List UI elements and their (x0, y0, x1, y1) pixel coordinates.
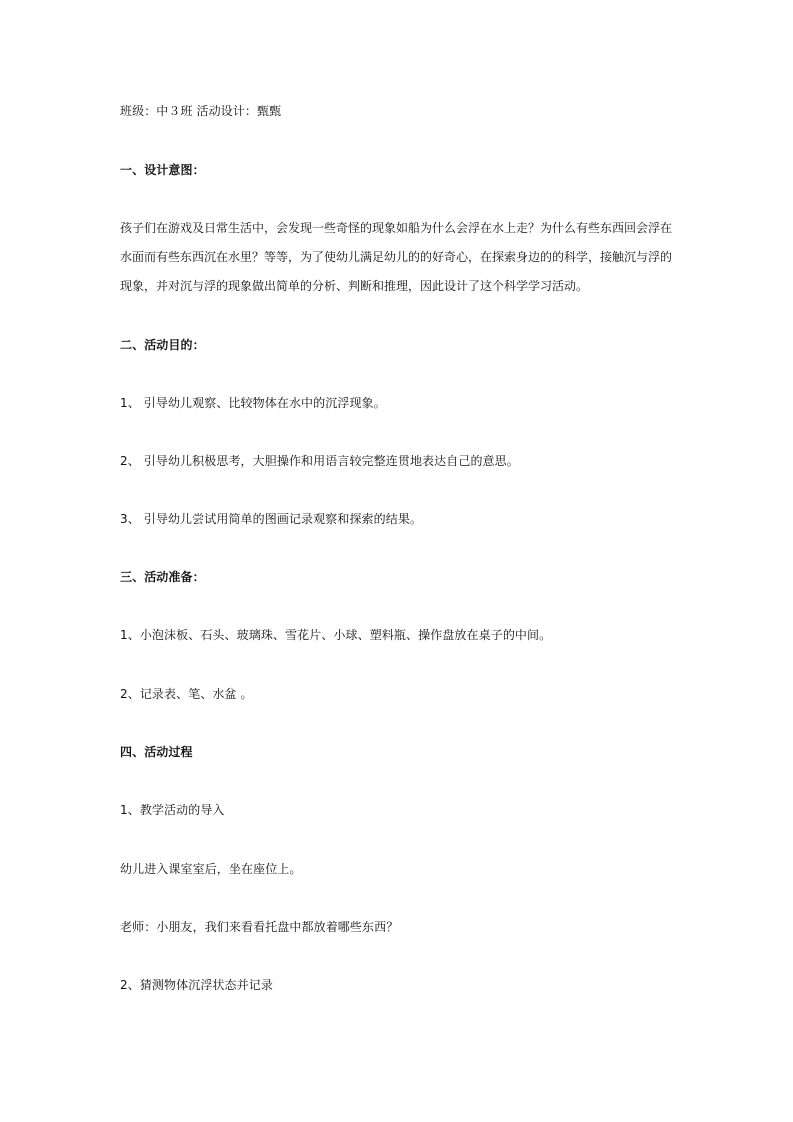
design-intent-line-1: 孩子们在游戏及日常生活中，会发现一些奇怪的现象如船为什么会浮在水上走？为什么有些东西回会浮在 (120, 221, 673, 235)
process-line-3: 老师：小朋友，我们来看看托盘中都放着哪些东西？ (120, 920, 399, 934)
goals-heading: 二、活动目的： (120, 338, 205, 352)
class-info: 班级：中３班 活动设计：甄甄 (120, 104, 282, 118)
goal-item-2: 2、 引导幼儿积极思考，大胆操作和用语言较完整连贯地表达自己的意思。 (120, 454, 519, 468)
design-intent-line-2: 水面而有些东西沉在水里？等等，为了使幼儿满足幼儿的的好奇心，在探索身边的的科学，接触沉与浮的 (120, 250, 673, 264)
goal-item-1: 1、 引导幼儿观察、比较物体在水中的沉浮现象。 (120, 396, 386, 410)
preparation-item-2: 2、记录表、笔、水盆 。 (120, 687, 253, 701)
preparation-item-1: 1、小泡沫板、石头、玻璃珠、雪花片、小球、塑料瓶、操作盘放在桌子的中间。 (120, 628, 552, 642)
design-intent-heading: 一、设计意图： (120, 163, 205, 177)
process-heading: 四、活动过程 (120, 745, 193, 759)
goal-item-3: 3、 引导幼儿尝试用简单的图画记录观察和探索的结果。 (120, 512, 423, 526)
process-line-2: 幼儿进入课室室后，坐在座位上。 (120, 862, 302, 876)
design-intent-line-3: 现象，并对沉与浮的现象做出简单的分析、判断和推理，因此设计了这个科学学习活动。 (120, 279, 589, 293)
process-line-4: 2、猜测物体沉浮状态并记录 (120, 978, 273, 992)
preparation-heading: 三、活动准备： (120, 570, 205, 584)
process-line-1: 1、教学活动的导入 (120, 803, 225, 817)
